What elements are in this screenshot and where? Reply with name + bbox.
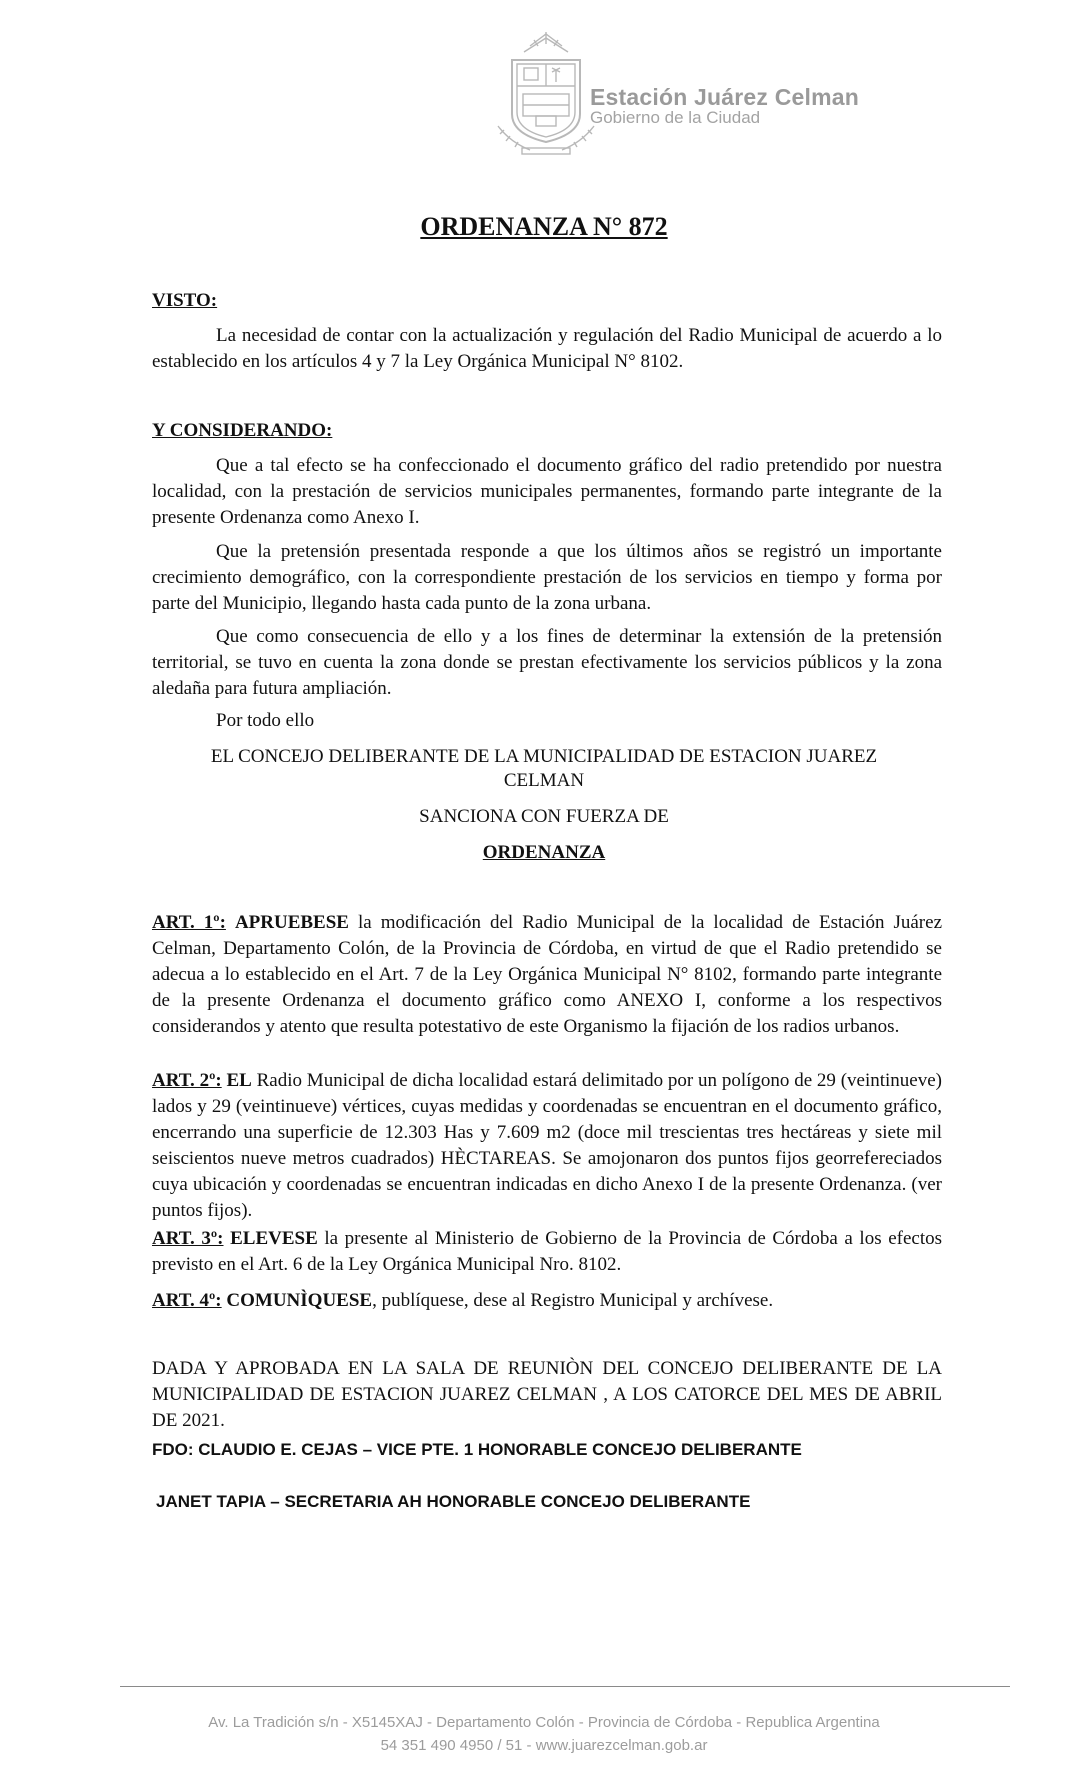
article-2-label: ART. 2º: [152, 1070, 222, 1091]
signature-fdo: FDO: CLAUDIO E. CEJAS – VICE PTE. 1 HONORABLE CONCEJO DELIBERANTE [152, 1440, 802, 1459]
article-2-text: Radio Municipal de dicha localidad estará delimitado por un polígono de 29 (veintinueve) lados y 29 (veintinueve) vértices, cuyas medidas y coordenadas se encuentran en el documento gráfico, encerrando una superficie de 12.303 Has y 7.609 m2 (doce mil trescientas tres hectáreas y siete mil seiscientos nueve metros cuadrados) HÈCTAREAS. Se amojonaron dos puntos fijos georrefereciados cuya ubicación y coordenadas se encuentran indicadas en dicho Anexo I de la presente Ordenanza. (ver puntos fijos). [152, 1070, 942, 1221]
brand-name: Estación Juárez Celman [590, 84, 860, 110]
article-4-keyword: COMUNÌQUESE [226, 1290, 373, 1311]
considerando-paragraph-1: Que a tal efecto se ha confeccionado el documento gráfico del radio pretendido por nuestra localidad, con la prestación de servicios municipales permanentes, formando parte integrante de la presente Ordenanza como Anexo I. [152, 455, 942, 528]
article-4-text: , publíquese, dese al Registro Municipal y archívese. [372, 1290, 774, 1311]
article-1-keyword: APRUEBESE [234, 912, 349, 933]
article-3-text: la presente al Ministerio de Gobierno de la Provincia de Córdoba a los efectos previsto en el Art. 6 de la Ley Orgánica Municipal Nro. 8102. [152, 1228, 943, 1275]
article-3-label: ART. 3º: [152, 1228, 224, 1249]
article-3-keyword: ELEVESE [230, 1228, 318, 1249]
article-1-label: ART. 1º: [152, 912, 226, 933]
visto-heading: VISTO: [152, 290, 218, 311]
considerando-heading: Y CONSIDERANDO: [152, 420, 333, 441]
considerando-paragraph-3: Que como consecuencia de ello y a los fines de determinar la extensión de la pretensión territorial, se tuvo en cuenta la zona donde se prestan efectivamente los servicios públicos y la zona aledaña para futura ampliación. [152, 626, 942, 699]
signature-secretaria: JANET TAPIA – SECRETARIA AH HONORABLE CONCEJO DELIBERANTE [156, 1492, 751, 1511]
article-3 [152, 1226, 942, 1278]
visto-text: La necesidad de contar con la actualización y regulación del Radio Municipal de acuerdo a lo establecido en los artículos 4 y 7 la Ley Orgánica Municipal N° 8102. [152, 325, 942, 372]
dada-y-aprobada: DADA Y APROBADA EN LA SALA DE REUNIÒN DEL CONCEJO DELIBERANTE DE LA MUNICIPALIDAD DE ESTACION JUAREZ CELMAN , A LOS CATORCE DEL MES DE ABRIL DE 2021. [152, 1358, 942, 1431]
concejo-line-2: CELMAN [503, 770, 585, 791]
concejo-line-1: EL CONCEJO DELIBERANTE DE LA MUNICIPALIDAD DE ESTACION JUAREZ [210, 746, 878, 767]
brand-subtitle: Gobierno de la Ciudad [590, 108, 761, 127]
por-todo-ello: Por todo ello [216, 710, 315, 731]
footer-divider [120, 1686, 1010, 1687]
article-2-keyword: EL [226, 1070, 252, 1091]
footer-contact: 54 351 490 4950 / 51 - www.juarezcelman.gob.ar [380, 1737, 708, 1754]
article-1-text: la modificación del Radio Municipal de la localidad de Estación Juárez Celman, Departamento Colón, de la Provincia de Córdoba, en virtud de que el Radio pretendido se adecua a lo establecido en el Art. 7 de la Ley Orgánica Municipal N° 8102, formando parte integrante de la presente Ordenanza el documento gráfico como ANEXO I, conforme a los respectivos considerandos y atento que resulta potestativo de este Organismo la fijación de los radios urbanos. [152, 912, 942, 1037]
article-4 [152, 1288, 942, 1314]
municipal-crest-logo [490, 30, 602, 158]
sanciona-line: SANCIONA CON FUERZA DE [419, 806, 669, 827]
considerando-paragraph-2: Que la pretensión presentada responde a que los últimos años se registró un importante crecimiento demográfico, con la correspondiente prestación de los servicios en tiempo y forma por parte del Municipio, llegando hasta cada punto de la zona urbana. [152, 541, 942, 614]
article-2 [152, 1068, 942, 1224]
article-4-label: ART. 4º: [152, 1290, 222, 1311]
article-1 [152, 910, 942, 1040]
footer-address: Av. La Tradición s/n - X5145XAJ - Departamento Colón - Provincia de Córdoba - Republica Argentina [208, 1714, 880, 1731]
ordenanza-label: ORDENANZA [482, 842, 606, 863]
document-title: ORDENANZA N° 872 [420, 212, 668, 241]
